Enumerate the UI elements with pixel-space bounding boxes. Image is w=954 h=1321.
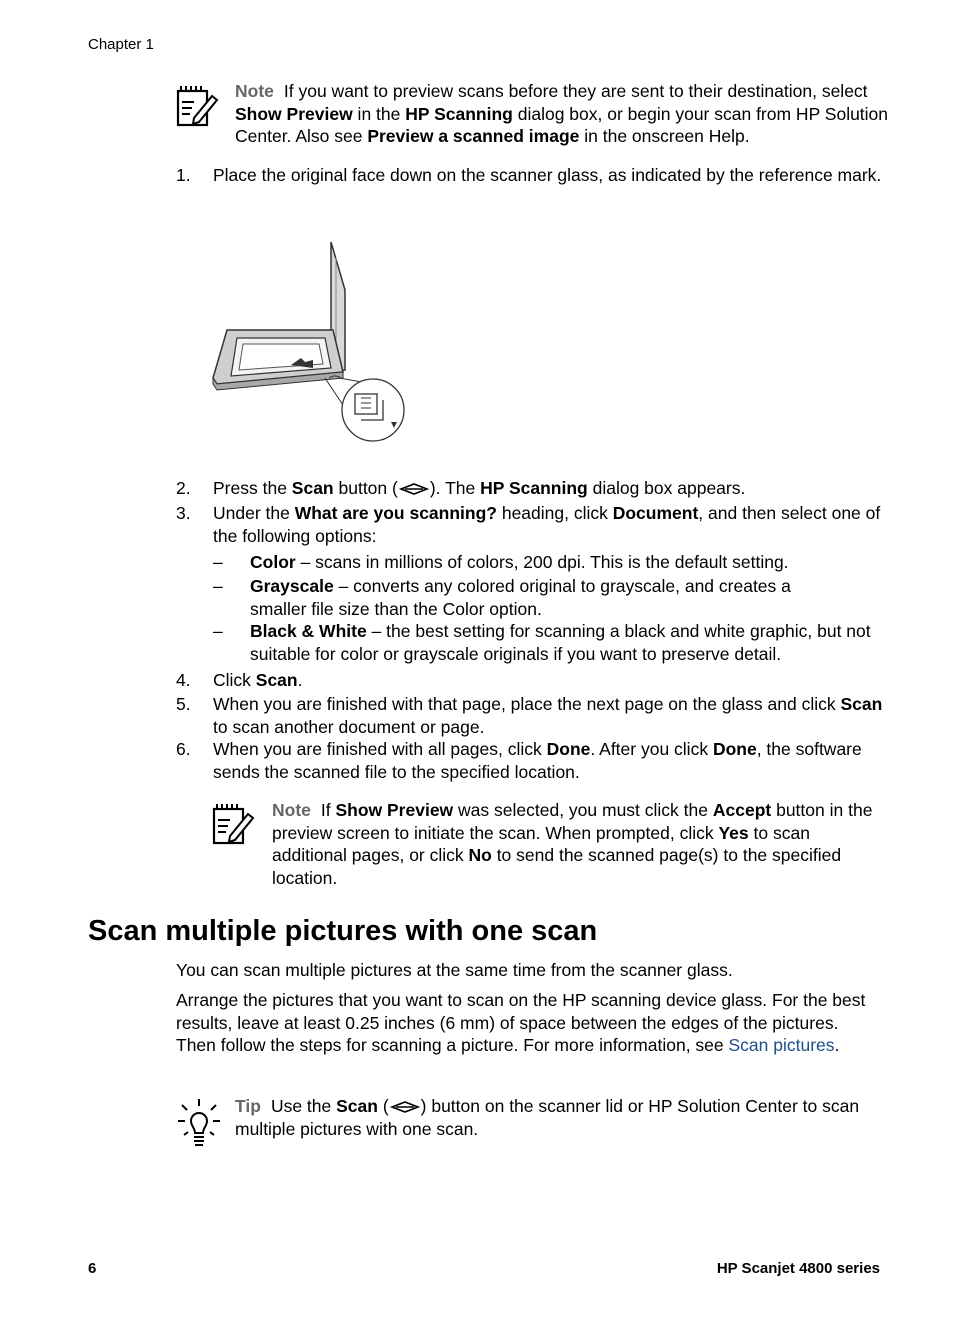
scan-pictures-link[interactable]: Scan pictures [728,1035,835,1055]
tip-label: Tip [235,1096,261,1116]
step-text: Place the original face down on the scanner glass, as indicated by the reference mark. [213,165,882,185]
option-dash: – [213,621,223,641]
option-dash: – [213,576,223,596]
section-heading: Scan multiple pictures with one scan [88,915,598,947]
step-text: Click Scan. [213,670,303,690]
note-icon [174,84,220,130]
scanner-illustration [205,238,415,448]
scan-button-icon [389,1100,421,1114]
option-black-white: Black & White – the best setting for scanning a black and white graphic, but not suitable for color or grayscale originals if you want to preserve detail. [250,621,871,664]
section-paragraph: You can scan multiple pictures at the same time from the scanner glass. [176,960,733,980]
step-number: 2. [176,478,191,498]
step-number: 3. [176,503,191,523]
step-number: 4. [176,670,191,690]
section-paragraph: Arrange the pictures that you want to scan on the HP scanning device glass. For the best results, leave at least 0.25 inches (6 mm) of space between the edges of the pictures. Then follow the steps for scanning a picture. For more information, see Scan pictures. [176,990,866,1055]
step-number: 5. [176,694,191,714]
note-text: Note If Show Preview was selected, you must click the Accept button in the preview screen to initiate the scan. When prompted, click Yes to scan additional pages, or click No to send the scanned page(s) to the specified location. [272,800,873,888]
step-text: Under the What are you scanning? heading, click Document, and then select one of the following options: [213,503,881,546]
page-number: 6 [88,1260,97,1277]
lightbulb-icon [176,1097,222,1149]
scan-button-icon [398,482,430,496]
note-text: Note If you want to preview scans before they are sent to their destination, select Show Preview in the HP Scanning dialog box, or begin your scan from HP Solution Center. Also see Preview a scanned image in the onscreen Help. [235,81,889,146]
step-number: 6. [176,739,191,759]
option-grayscale: Grayscale – converts any colored original to grayscale, and creates a smaller file size than the Color option. [250,576,791,619]
chapter-header: Chapter 1 [88,36,154,53]
tip-text: Tip Use the Scan ( ) button on the scanner lid or HP Solution Center to scan multiple pictures with one scan. [235,1096,860,1139]
note-label: Note [235,81,274,101]
note-label: Note [272,800,311,820]
step-text: When you are finished with that page, place the next page on the glass and click Scan to scan another document or page. [213,694,883,737]
step-text: Press the Scan button ( ). The HP Scanning dialog box appears. [213,478,746,498]
note-icon [210,802,256,848]
option-color: Color – scans in millions of colors, 200 dpi. This is the default setting. [250,552,789,572]
product-name: HP Scanjet 4800 series [716,1260,880,1277]
step-number: 1. [176,165,191,185]
step-text: When you are finished with all pages, click Done. After you click Done, the software sends the scanned file to the specified location. [213,739,862,782]
option-dash: – [213,552,223,572]
